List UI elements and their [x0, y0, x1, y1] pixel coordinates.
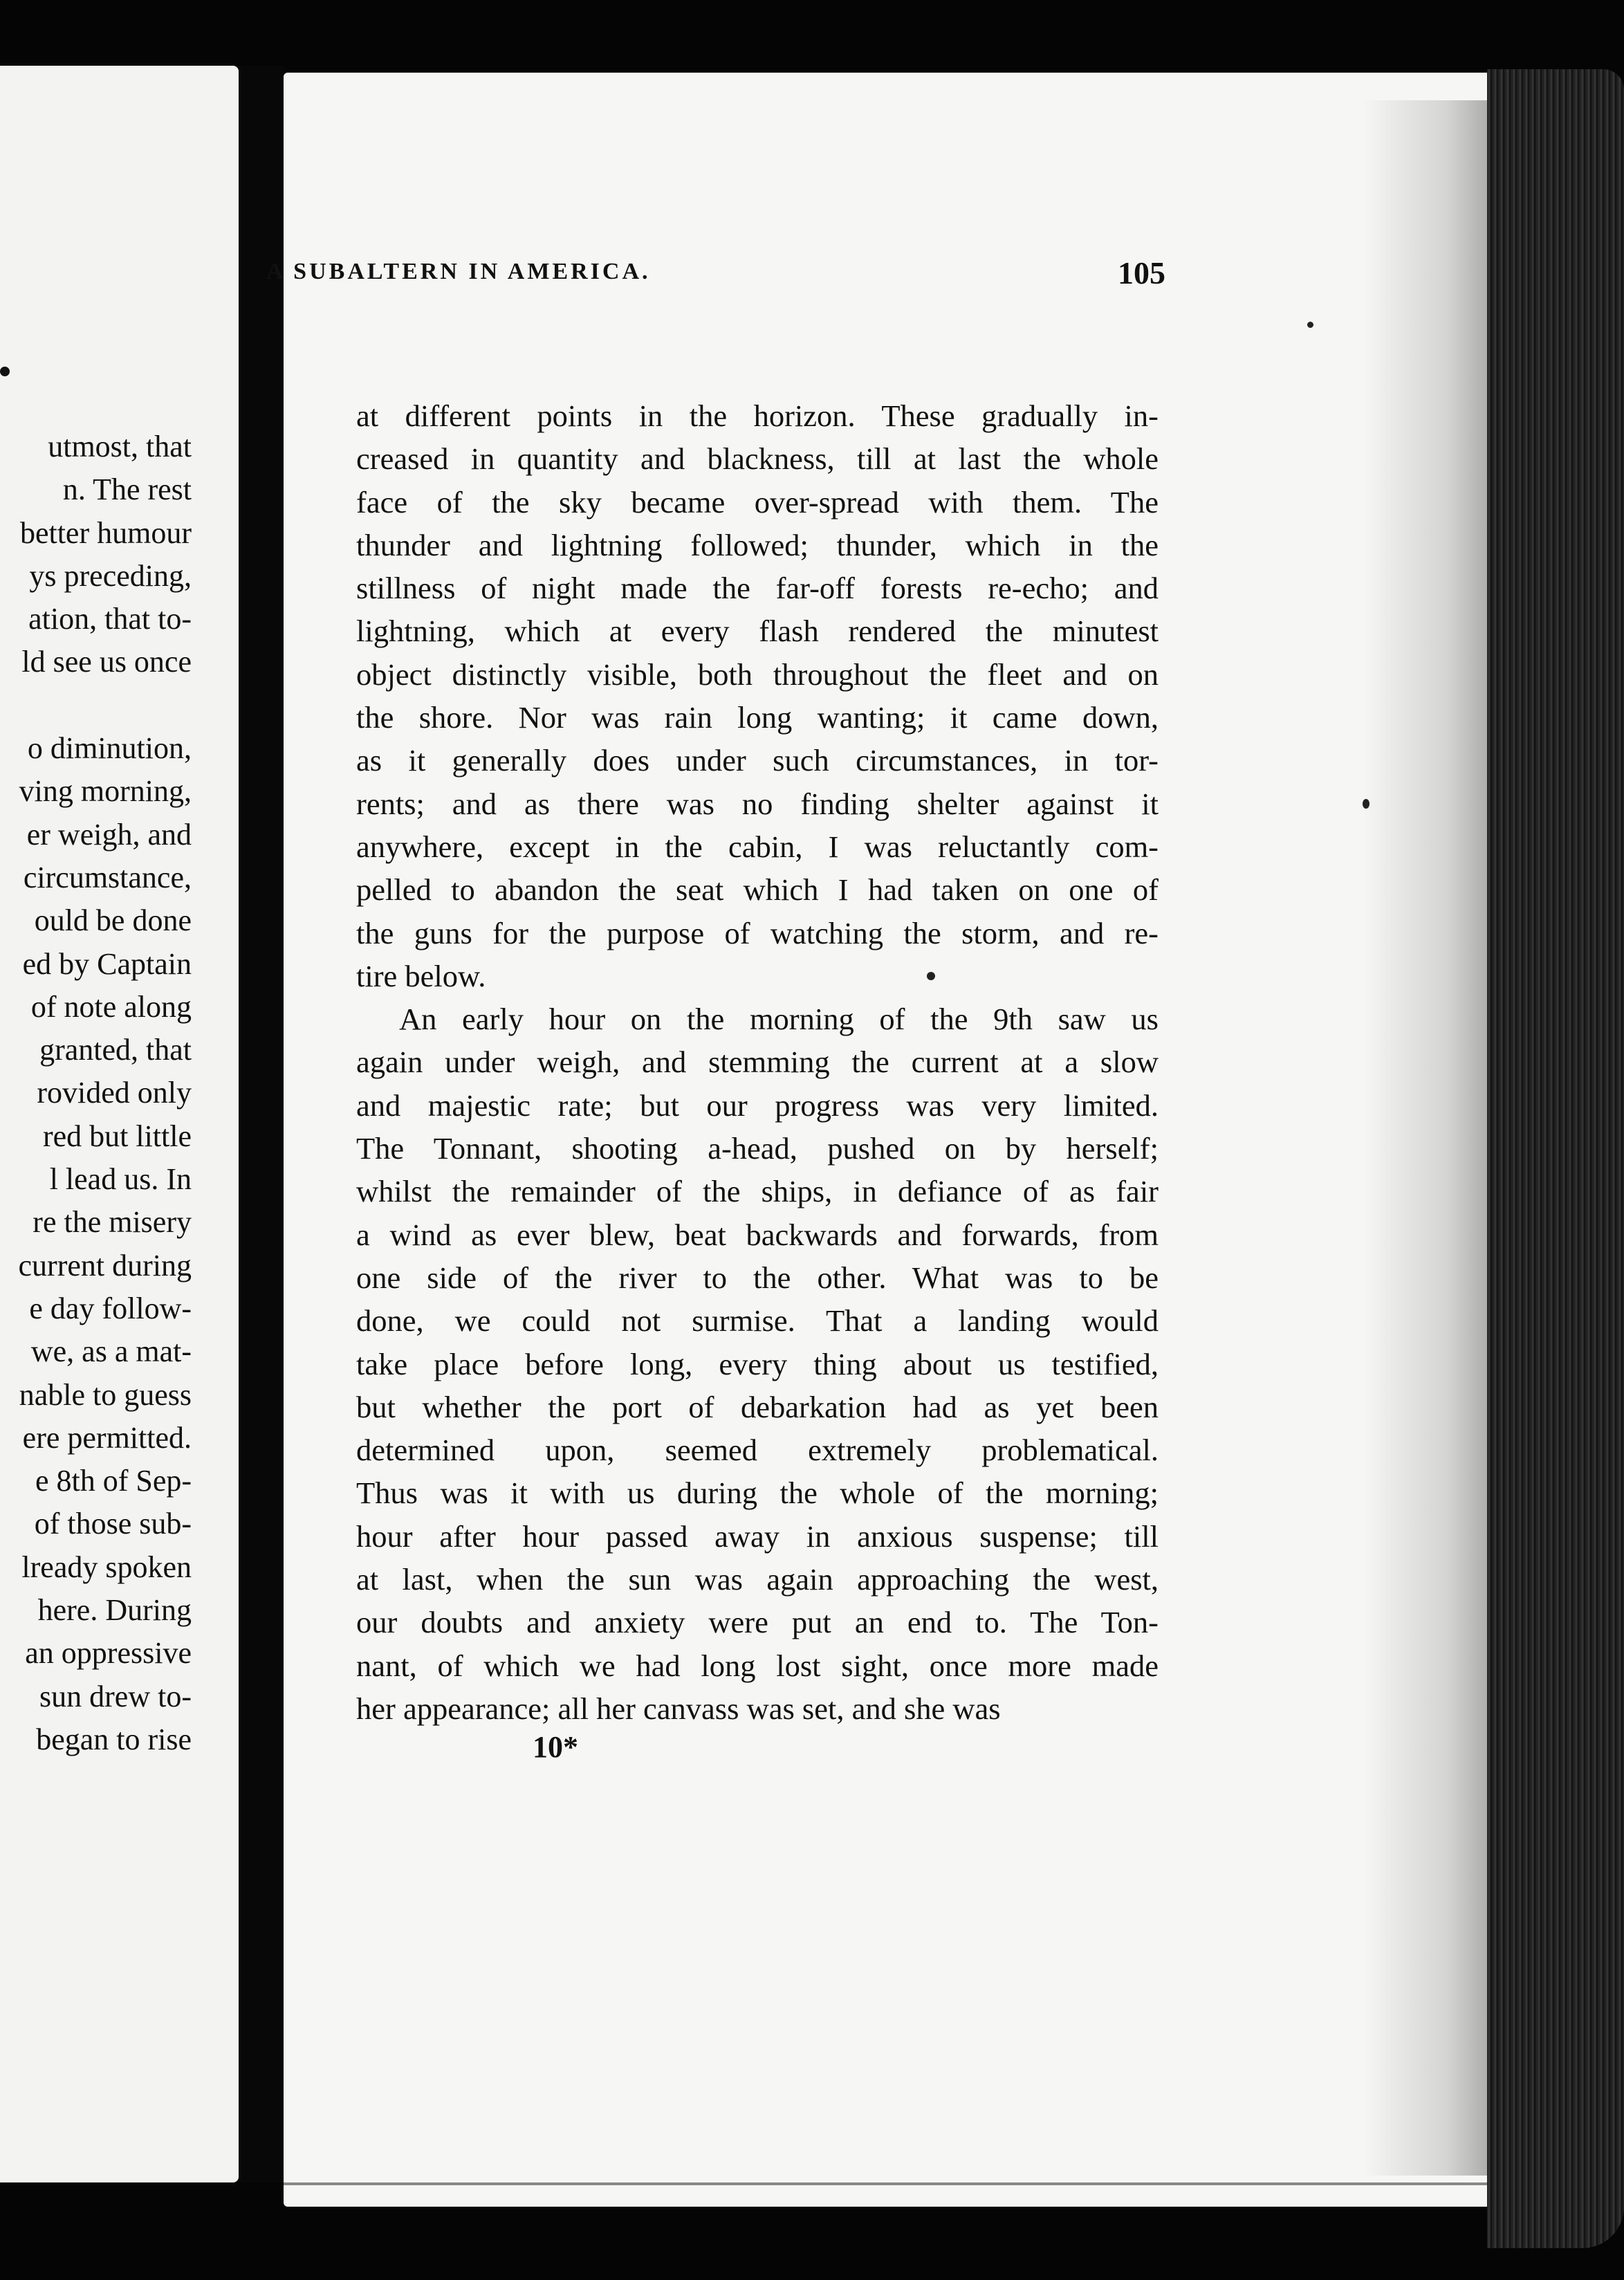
- text-line: n. The rest: [62, 472, 192, 507]
- text-line: ving morning,: [19, 774, 192, 809]
- text-line: here. During: [37, 1593, 192, 1628]
- text-line: ere permitted.: [22, 1420, 192, 1455]
- text-line: creased in quantity and blackness, till at last the whole: [356, 441, 1159, 477]
- text-line: o diminution,: [27, 731, 192, 766]
- text-line: ld see us once: [21, 645, 192, 679]
- text-line: [19, 684, 192, 727]
- text-line: rovided only: [37, 1076, 192, 1110]
- text-line: thunder and lightning followed; thunder, which in the: [356, 527, 1159, 562]
- text-line: l lead us. In: [49, 1162, 192, 1197]
- text-line: the shore. Nor was rain long wanting; it came down,: [356, 700, 1159, 735]
- text-line: rents; and as there was no finding shelter against it: [356, 786, 1159, 821]
- text-line: utmost, that: [48, 430, 192, 463]
- text-line: better humour: [19, 515, 192, 550]
- text-line: the guns for the purpose of watching the storm, and re-: [356, 915, 1159, 950]
- text-line: object distinctly visible, both throughout the fleet and on: [356, 656, 1159, 692]
- text-line: again under weigh, and stemming the current at a slow: [356, 1045, 1159, 1080]
- page-body-text: [356, 394, 1159, 1730]
- book-fore-edge: [1487, 69, 1624, 2248]
- text-line: sun drew to-: [39, 1679, 192, 1713]
- text-line: re the misery: [33, 1205, 192, 1240]
- signature-mark: 10*: [533, 1730, 578, 1764]
- text-line: ation, that to-: [28, 602, 192, 636]
- text-line: of note along: [30, 989, 192, 1024]
- text-line: determined upon, seemed extremely problematical.: [356, 1433, 1159, 1468]
- text-line: current during: [18, 1248, 192, 1282]
- text-line: ys preceding,: [29, 558, 192, 593]
- text-line: granted, that: [39, 1033, 192, 1067]
- text-line: The Tonnant, shooting a-head, pushed on by herself;: [356, 1131, 1159, 1166]
- text-line: nable to guess: [19, 1377, 192, 1412]
- text-line: hour after hour passed away in anxious suspense; till: [356, 1518, 1159, 1554]
- text-line: our doubts and anxiety were put an end to. The Ton-: [356, 1605, 1159, 1640]
- book-gutter: [239, 66, 284, 2182]
- text-line: tire below.: [356, 958, 486, 993]
- text-line: and majestic rate; but our progress was very limited.: [356, 1087, 1159, 1123]
- text-line: anywhere, except in the cabin, I was reluctantly com-: [356, 829, 1159, 864]
- text-line: ould be done: [34, 903, 192, 938]
- text-line: er weigh, and: [26, 817, 192, 852]
- text-line: take place before long, every thing about us testified,: [356, 1346, 1159, 1381]
- running-head: [266, 255, 1165, 293]
- text-line: stillness of night made the far-off forests re-echo; and: [356, 571, 1159, 606]
- text-line: lightning, which at every flash rendered the minutest: [356, 614, 1159, 649]
- ink-speck: [1363, 799, 1369, 809]
- text-line: at last, when the sun was again approaching the west,: [356, 1562, 1159, 1597]
- text-line: but whether the port of debarkation had as yet been: [356, 1389, 1159, 1424]
- text-line: red but little: [42, 1119, 192, 1153]
- previous-page-fragment: [0, 66, 239, 2182]
- text-line: a wind as ever blew, beat backwards and forwards, from: [356, 1217, 1159, 1252]
- text-line: whilst the remainder of the ships, in defiance of as fair: [356, 1174, 1159, 1209]
- text-line: Thus was it with us during the whole of the morning;: [356, 1475, 1159, 1511]
- text-line: began to rise: [36, 1722, 192, 1756]
- text-line: nant, of which we had long lost sight, once more made: [356, 1648, 1159, 1683]
- running-title: A SUBALTERN IN AMERICA.: [266, 259, 651, 284]
- text-line: done, we could not surmise. That a landing would: [356, 1303, 1159, 1339]
- text-line: face of the sky became over-spread with them. The: [356, 484, 1159, 520]
- text-line: circumstance,: [23, 860, 192, 894]
- text-line: we, as a mat-: [30, 1334, 192, 1369]
- ink-speck: [1307, 322, 1313, 328]
- text-line: ed by Captain: [22, 946, 192, 981]
- text-line: her appearance; all her canvass was set, and she was: [356, 1691, 1001, 1726]
- text-line: as it generally does under such circumstances, in tor-: [356, 743, 1159, 778]
- text-line: at different points in the horizon. These gradually in-: [356, 398, 1159, 433]
- text-line: e day follow-: [29, 1291, 192, 1325]
- ink-speck: [0, 367, 10, 376]
- text-line: An early hour on the morning of the 9th saw us: [399, 1002, 1159, 1037]
- text-line: lready spoken: [21, 1550, 192, 1584]
- page-number: 105: [1118, 255, 1165, 291]
- text-line: one side of the river to the other. What was to be: [356, 1260, 1159, 1295]
- text-line: pelled to abandon the seat which I had taken on one of: [356, 872, 1159, 908]
- previous-page-text: [19, 425, 192, 1761]
- text-line: e 8th of Sep-: [35, 1464, 192, 1498]
- text-line: of those sub-: [34, 1507, 192, 1541]
- page-bottom-edge: [284, 2182, 1515, 2185]
- text-line: an oppressive: [25, 1636, 192, 1671]
